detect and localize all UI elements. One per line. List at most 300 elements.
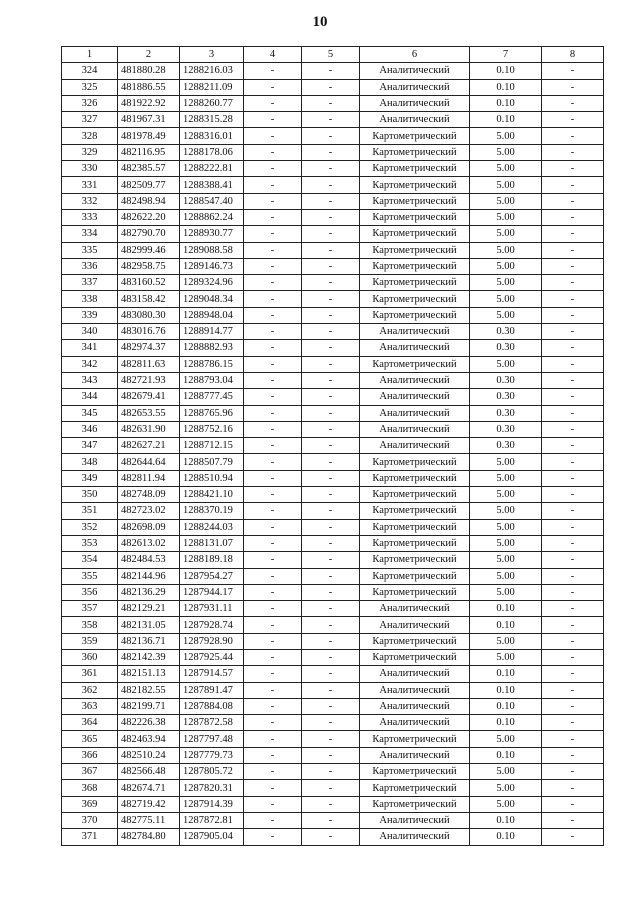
method-cell: Картометрический [360,226,470,242]
x-coordinate-cell: 482199.71 [118,698,180,714]
column-8-cell: - [542,112,604,128]
table-row [62,79,604,95]
column-5-cell: - [302,764,360,780]
column-5-cell: - [302,682,360,698]
column-5-cell: - [302,584,360,600]
accuracy-cell: 0.30 [470,340,542,356]
point-number-cell: 360 [62,649,118,665]
y-coordinate-cell: 1288131.07 [180,535,244,551]
table-row [62,112,604,128]
column-header: 3 [180,47,244,63]
column-4-cell: - [244,764,302,780]
point-number-cell: 363 [62,698,118,714]
x-coordinate-cell: 482790.70 [118,226,180,242]
column-4-cell: - [244,796,302,812]
y-coordinate-cell: 1287928.74 [180,617,244,633]
accuracy-cell: 0.10 [470,112,542,128]
x-coordinate-cell: 482182.55 [118,682,180,698]
method-cell: Аналитический [360,601,470,617]
y-coordinate-cell: 1287914.57 [180,666,244,682]
method-cell: Аналитический [360,405,470,421]
method-cell: Аналитический [360,63,470,79]
accuracy-cell: 5.00 [470,764,542,780]
accuracy-cell: 5.00 [470,242,542,258]
point-number-cell: 357 [62,601,118,617]
accuracy-cell: 0.30 [470,389,542,405]
table-header-row [62,47,604,63]
accuracy-cell: 5.00 [470,552,542,568]
table-row [62,258,604,274]
column-4-cell: - [244,275,302,291]
point-number-cell: 351 [62,503,118,519]
accuracy-cell: 0.10 [470,666,542,682]
x-coordinate-cell: 482653.55 [118,405,180,421]
method-cell: Картометрический [360,242,470,258]
y-coordinate-cell: 1288315.28 [180,112,244,128]
accuracy-cell: 5.00 [470,535,542,551]
point-number-cell: 329 [62,144,118,160]
column-8-cell: - [542,291,604,307]
point-number-cell: 324 [62,63,118,79]
x-coordinate-cell: 482484.53 [118,552,180,568]
x-coordinate-cell: 482136.71 [118,633,180,649]
x-coordinate-cell: 482644.64 [118,454,180,470]
accuracy-cell: 5.00 [470,470,542,486]
point-number-cell: 326 [62,95,118,111]
table-row [62,438,604,454]
method-cell: Картометрический [360,209,470,225]
method-cell: Картометрический [360,535,470,551]
method-cell: Картометрический [360,177,470,193]
column-4-cell: - [244,95,302,111]
x-coordinate-cell: 482721.93 [118,372,180,388]
column-5-cell: - [302,552,360,568]
column-4-cell: - [244,438,302,454]
column-8-cell: - [542,307,604,323]
column-4-cell: - [244,389,302,405]
column-5-cell: - [302,519,360,535]
point-number-cell: 341 [62,340,118,356]
accuracy-cell: 0.10 [470,715,542,731]
column-8-cell: - [542,356,604,372]
y-coordinate-cell: 1288777.45 [180,389,244,405]
x-coordinate-cell: 482385.57 [118,161,180,177]
table-row [62,421,604,437]
x-coordinate-cell: 482674.71 [118,780,180,796]
x-coordinate-cell: 482116.95 [118,144,180,160]
table-row [62,698,604,714]
method-cell: Аналитический [360,389,470,405]
column-5-cell: - [302,324,360,340]
table-row [62,389,604,405]
column-8-cell: - [542,258,604,274]
y-coordinate-cell: 1288862.24 [180,209,244,225]
column-8-cell: - [542,242,604,258]
method-cell: Аналитический [360,682,470,698]
column-5-cell: - [302,666,360,682]
column-header: 4 [244,47,302,63]
method-cell: Картометрический [360,552,470,568]
column-5-cell: - [302,503,360,519]
column-8-cell: - [542,161,604,177]
point-number-cell: 337 [62,275,118,291]
accuracy-cell: 5.00 [470,258,542,274]
accuracy-cell: 0.10 [470,698,542,714]
column-4-cell: - [244,747,302,763]
column-8-cell: - [542,193,604,209]
column-4-cell: - [244,356,302,372]
accuracy-cell: 0.30 [470,324,542,340]
table-row [62,291,604,307]
column-8-cell: - [542,731,604,747]
point-number-cell: 335 [62,242,118,258]
method-cell: Картометрический [360,503,470,519]
table-row [62,633,604,649]
y-coordinate-cell: 1288421.10 [180,487,244,503]
table-row [62,519,604,535]
column-8-cell: - [542,389,604,405]
column-8-cell: - [542,666,604,682]
column-4-cell: - [244,79,302,95]
point-number-cell: 339 [62,307,118,323]
column-4-cell: - [244,209,302,225]
coordinates-table [61,46,604,846]
column-5-cell: - [302,405,360,421]
point-number-cell: 334 [62,226,118,242]
column-5-cell: - [302,698,360,714]
column-8-cell: - [542,715,604,731]
point-number-cell: 336 [62,258,118,274]
x-coordinate-cell: 482622.20 [118,209,180,225]
table-row [62,226,604,242]
accuracy-cell: 5.00 [470,649,542,665]
column-5-cell: - [302,633,360,649]
table-row [62,372,604,388]
method-cell: Картометрический [360,568,470,584]
table-row [62,503,604,519]
method-cell: Картометрический [360,307,470,323]
table-row [62,617,604,633]
y-coordinate-cell: 1287797.48 [180,731,244,747]
column-5-cell: - [302,275,360,291]
column-5-cell: - [302,796,360,812]
table-row [62,470,604,486]
column-4-cell: - [244,519,302,535]
column-8-cell: - [542,438,604,454]
y-coordinate-cell: 1287779.73 [180,747,244,763]
accuracy-cell: 0.30 [470,438,542,454]
accuracy-cell: 5.00 [470,307,542,323]
method-cell: Картометрический [360,470,470,486]
column-4-cell: - [244,193,302,209]
point-number-cell: 361 [62,666,118,682]
x-coordinate-cell: 481880.28 [118,63,180,79]
method-cell: Аналитический [360,666,470,682]
column-8-cell: - [542,764,604,780]
table-row [62,356,604,372]
x-coordinate-cell: 482631.90 [118,421,180,437]
column-5-cell: - [302,95,360,111]
column-4-cell: - [244,112,302,128]
column-8-cell: - [542,633,604,649]
column-4-cell: - [244,258,302,274]
x-coordinate-cell: 482748.09 [118,487,180,503]
column-5-cell: - [302,438,360,454]
x-coordinate-cell: 482958.75 [118,258,180,274]
column-5-cell: - [302,79,360,95]
accuracy-cell: 5.00 [470,633,542,649]
x-coordinate-cell: 481978.49 [118,128,180,144]
column-8-cell: - [542,95,604,111]
column-4-cell: - [244,405,302,421]
accuracy-cell: 5.00 [470,731,542,747]
column-5-cell: - [302,193,360,209]
x-coordinate-cell: 482811.63 [118,356,180,372]
y-coordinate-cell: 1289324.96 [180,275,244,291]
y-coordinate-cell: 1288189.18 [180,552,244,568]
x-coordinate-cell: 482974.37 [118,340,180,356]
method-cell: Картометрический [360,584,470,600]
accuracy-cell: 5.00 [470,144,542,160]
method-cell: Аналитический [360,95,470,111]
table-row [62,324,604,340]
table-row [62,649,604,665]
y-coordinate-cell: 1288370.19 [180,503,244,519]
accuracy-cell: 0.10 [470,79,542,95]
table-row [62,568,604,584]
y-coordinate-cell: 1287891.47 [180,682,244,698]
point-number-cell: 333 [62,209,118,225]
y-coordinate-cell: 1288244.03 [180,519,244,535]
y-coordinate-cell: 1289048.34 [180,291,244,307]
column-4-cell: - [244,601,302,617]
column-5-cell: - [302,242,360,258]
method-cell: Картометрический [360,291,470,307]
column-5-cell: - [302,470,360,486]
x-coordinate-cell: 482136.29 [118,584,180,600]
table-row [62,715,604,731]
table-row [62,340,604,356]
method-cell: Аналитический [360,812,470,828]
accuracy-cell: 0.30 [470,421,542,437]
point-number-cell: 350 [62,487,118,503]
accuracy-cell: 0.10 [470,682,542,698]
table-row [62,552,604,568]
point-number-cell: 364 [62,715,118,731]
x-coordinate-cell: 482498.94 [118,193,180,209]
column-4-cell: - [244,568,302,584]
column-8-cell: - [542,63,604,79]
column-4-cell: - [244,829,302,845]
accuracy-cell: 0.10 [470,95,542,111]
accuracy-cell: 5.00 [470,193,542,209]
column-5-cell: - [302,747,360,763]
column-8-cell: - [542,747,604,763]
column-8-cell: - [542,79,604,95]
accuracy-cell: 5.00 [470,454,542,470]
accuracy-cell: 5.00 [470,209,542,225]
column-4-cell: - [244,291,302,307]
column-8-cell: - [542,552,604,568]
y-coordinate-cell: 1287884.08 [180,698,244,714]
column-4-cell: - [244,144,302,160]
column-4-cell: - [244,584,302,600]
x-coordinate-cell: 482679.41 [118,389,180,405]
table-row [62,405,604,421]
column-4-cell: - [244,324,302,340]
x-coordinate-cell: 482698.09 [118,519,180,535]
method-cell: Аналитический [360,79,470,95]
y-coordinate-cell: 1288786.15 [180,356,244,372]
column-8-cell: - [542,454,604,470]
table-row [62,209,604,225]
column-8-cell: - [542,519,604,535]
table-row [62,535,604,551]
table-row [62,601,604,617]
x-coordinate-cell: 481922.92 [118,95,180,111]
y-coordinate-cell: 1287944.17 [180,584,244,600]
y-coordinate-cell: 1287931.11 [180,601,244,617]
method-cell: Картометрический [360,633,470,649]
accuracy-cell: 5.00 [470,226,542,242]
column-8-cell: - [542,649,604,665]
accuracy-cell: 5.00 [470,503,542,519]
accuracy-cell: 0.10 [470,617,542,633]
column-5-cell: - [302,617,360,633]
table-row [62,829,604,845]
point-number-cell: 338 [62,291,118,307]
column-5-cell: - [302,812,360,828]
point-number-cell: 343 [62,372,118,388]
point-number-cell: 330 [62,161,118,177]
accuracy-cell: 5.00 [470,519,542,535]
accuracy-cell: 0.30 [470,372,542,388]
column-5-cell: - [302,731,360,747]
column-8-cell: - [542,340,604,356]
column-8-cell: - [542,144,604,160]
x-coordinate-cell: 481886.55 [118,79,180,95]
x-coordinate-cell: 482775.11 [118,812,180,828]
column-4-cell: - [244,682,302,698]
table-row [62,454,604,470]
point-number-cell: 366 [62,747,118,763]
column-5-cell: - [302,161,360,177]
column-5-cell: - [302,340,360,356]
y-coordinate-cell: 1288882.93 [180,340,244,356]
column-8-cell: - [542,601,604,617]
point-number-cell: 371 [62,829,118,845]
x-coordinate-cell: 482719.42 [118,796,180,812]
table-row [62,161,604,177]
column-8-cell: - [542,226,604,242]
column-8-cell: - [542,487,604,503]
column-4-cell: - [244,503,302,519]
column-header: 7 [470,47,542,63]
column-5-cell: - [302,258,360,274]
table-row [62,144,604,160]
point-number-cell: 328 [62,128,118,144]
x-coordinate-cell: 482613.02 [118,535,180,551]
column-5-cell: - [302,568,360,584]
method-cell: Картометрический [360,796,470,812]
point-number-cell: 332 [62,193,118,209]
method-cell: Картометрический [360,454,470,470]
column-5-cell: - [302,307,360,323]
table-row [62,275,604,291]
x-coordinate-cell: 482463.94 [118,731,180,747]
x-coordinate-cell: 482144.96 [118,568,180,584]
column-4-cell: - [244,698,302,714]
y-coordinate-cell: 1288216.03 [180,63,244,79]
column-5-cell: - [302,144,360,160]
column-5-cell: - [302,226,360,242]
column-8-cell: - [542,405,604,421]
accuracy-cell: 5.00 [470,128,542,144]
column-4-cell: - [244,731,302,747]
column-8-cell: - [542,829,604,845]
column-4-cell: - [244,63,302,79]
point-number-cell: 356 [62,584,118,600]
column-5-cell: - [302,715,360,731]
method-cell: Аналитический [360,617,470,633]
y-coordinate-cell: 1289146.73 [180,258,244,274]
column-5-cell: - [302,829,360,845]
column-5-cell: - [302,356,360,372]
method-cell: Картометрический [360,161,470,177]
column-8-cell: - [542,535,604,551]
point-number-cell: 331 [62,177,118,193]
point-number-cell: 342 [62,356,118,372]
y-coordinate-cell: 1288948.04 [180,307,244,323]
column-8-cell: - [542,796,604,812]
x-coordinate-cell: 482129.21 [118,601,180,617]
column-4-cell: - [244,535,302,551]
column-4-cell: - [244,454,302,470]
method-cell: Картометрический [360,780,470,796]
method-cell: Аналитический [360,112,470,128]
table-row [62,731,604,747]
column-4-cell: - [244,552,302,568]
point-number-cell: 368 [62,780,118,796]
point-number-cell: 327 [62,112,118,128]
method-cell: Аналитический [360,438,470,454]
y-coordinate-cell: 1287805.72 [180,764,244,780]
point-number-cell: 369 [62,796,118,812]
table-row [62,747,604,763]
column-4-cell: - [244,715,302,731]
y-coordinate-cell: 1288507.79 [180,454,244,470]
page-number: 10 [312,14,328,30]
method-cell: Аналитический [360,747,470,763]
column-4-cell: - [244,617,302,633]
x-coordinate-cell: 483160.52 [118,275,180,291]
column-8-cell: - [542,275,604,291]
x-coordinate-cell: 481967.31 [118,112,180,128]
column-5-cell: - [302,177,360,193]
column-8-cell: - [542,682,604,698]
y-coordinate-cell: 1288388.41 [180,177,244,193]
accuracy-cell: 0.10 [470,63,542,79]
point-number-cell: 349 [62,470,118,486]
y-coordinate-cell: 1288752.16 [180,421,244,437]
table-row [62,177,604,193]
point-number-cell: 367 [62,764,118,780]
point-number-cell: 353 [62,535,118,551]
y-coordinate-cell: 1287928.90 [180,633,244,649]
column-5-cell: - [302,601,360,617]
table-row [62,307,604,323]
accuracy-cell: 5.00 [470,487,542,503]
